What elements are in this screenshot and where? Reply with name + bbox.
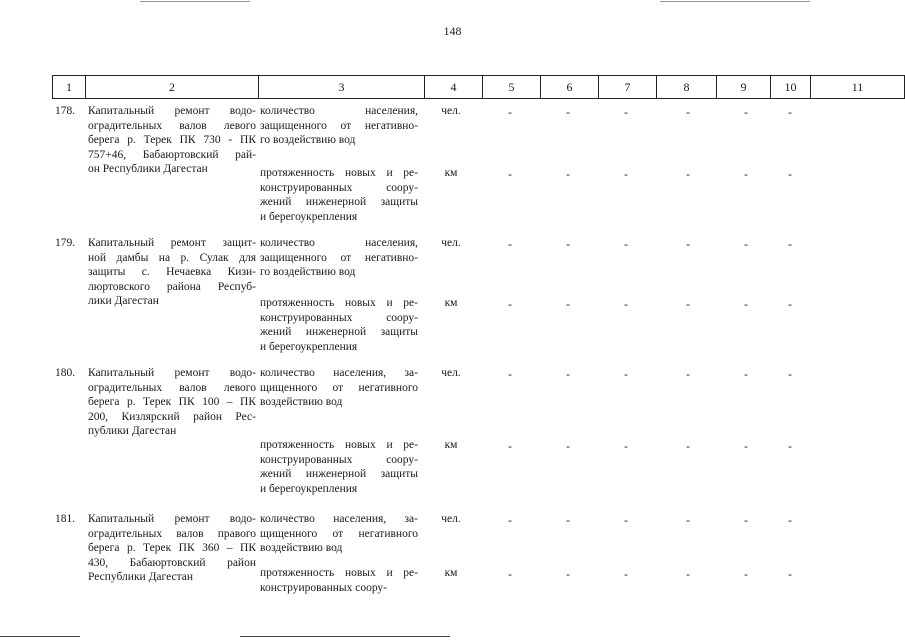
text-line: количество населения, <box>260 105 418 117</box>
indicator-length <box>260 166 418 224</box>
text-line: 757+46, Бабаюртовский рай- <box>88 148 256 161</box>
project-name <box>88 236 256 309</box>
value-dash: - <box>744 569 748 581</box>
text-line: жений инженерной защиты <box>260 326 418 338</box>
value-dash: - <box>686 441 690 453</box>
value-dash: - <box>508 441 512 453</box>
text-line: конструированных соору- <box>260 181 418 194</box>
text-line: щищенного от негативного <box>260 527 418 540</box>
header-col-8: 8 <box>657 75 717 99</box>
value-dash: - <box>508 107 512 119</box>
text-line: защищенного от негативно- <box>260 119 418 132</box>
header-col-4: 4 <box>425 75 483 99</box>
value-dash: - <box>508 515 512 527</box>
value-dash: - <box>744 169 748 181</box>
page-number: 148 <box>443 24 462 38</box>
unit-length: км <box>444 167 458 179</box>
value-dash: - <box>624 369 628 381</box>
value-dash: - <box>686 239 690 251</box>
text-line: Капитальный ремонт защит- <box>88 237 256 249</box>
value-dash: - <box>624 569 628 581</box>
value-dash: - <box>788 239 792 251</box>
value-dash: - <box>744 441 748 453</box>
project-name <box>88 366 256 439</box>
value-dash: - <box>566 441 570 453</box>
text-line: лики Дагестан <box>88 295 159 307</box>
value-dash: - <box>686 299 690 311</box>
project-name <box>88 512 256 585</box>
scan-edge-line-top <box>140 1 250 2</box>
value-dash: - <box>686 169 690 181</box>
value-dash: - <box>686 107 690 119</box>
text-line: протяженность новых и ре- <box>260 167 418 179</box>
indicator-length <box>260 438 418 496</box>
value-dash: - <box>788 441 792 453</box>
row-number: 180. <box>55 367 76 379</box>
text-line: количество населения, за- <box>260 513 418 525</box>
text-line: щищенного от негативного <box>260 381 418 394</box>
header-col-2: 2 <box>86 75 259 99</box>
header-col-10: 10 <box>771 75 811 99</box>
header-col-9: 9 <box>717 75 771 99</box>
text-line: и берегоукрепления <box>260 482 358 495</box>
value-dash: - <box>566 299 570 311</box>
text-line: 200, Кизлярский район Рес- <box>88 410 256 423</box>
unit-population: чел. <box>441 105 461 117</box>
scan-edge-line-top-right <box>660 1 810 2</box>
text-line: конструированных соору- <box>260 311 418 324</box>
text-line: и берегоукрепления <box>260 340 358 353</box>
unit-length: км <box>444 567 458 579</box>
text-line: защищенного от негативно- <box>260 251 418 264</box>
value-dash: - <box>566 569 570 581</box>
value-dash: - <box>508 569 512 581</box>
text-line: протяженность новых и ре- <box>260 439 418 451</box>
value-dash: - <box>744 299 748 311</box>
value-dash: - <box>788 515 792 527</box>
text-line: воздействию вод <box>260 396 343 408</box>
value-dash: - <box>624 107 628 119</box>
row-number: 178. <box>55 105 76 117</box>
text-line: оградительных валов правого <box>88 527 256 540</box>
value-dash: - <box>624 299 628 311</box>
value-dash: - <box>744 239 748 251</box>
project-name <box>88 104 256 177</box>
unit-population: чел. <box>441 237 461 249</box>
text-line: берега р. Терек ПК 100 – ПК <box>88 396 256 408</box>
value-dash: - <box>508 169 512 181</box>
header-col-6: 6 <box>541 75 599 99</box>
header-col-11: 11 <box>811 75 905 99</box>
value-dash: - <box>788 107 792 119</box>
row-number: 181. <box>55 513 76 525</box>
text-line: количество населения, за- <box>260 367 418 379</box>
value-dash: - <box>744 107 748 119</box>
value-dash: - <box>686 569 690 581</box>
value-dash: - <box>508 369 512 381</box>
row-number: 179. <box>55 237 76 249</box>
text-line: он Республики Дагестан <box>88 163 208 175</box>
scan-edge-line-bottom <box>240 636 450 637</box>
value-dash: - <box>624 441 628 453</box>
indicator-length <box>260 296 418 354</box>
indicator-length <box>260 566 418 595</box>
unit-population: чел. <box>441 513 461 525</box>
header-col-3: 3 <box>259 75 425 99</box>
header-col-1: 1 <box>52 75 86 99</box>
text-line: количество населения, <box>260 237 418 249</box>
value-dash: - <box>566 107 570 119</box>
text-line: воздействию вод <box>260 542 343 554</box>
indicator-population <box>260 236 418 280</box>
value-dash: - <box>624 515 628 527</box>
value-dash: - <box>508 299 512 311</box>
value-dash: - <box>566 515 570 527</box>
text-line: люртовского района Респуб- <box>88 280 256 293</box>
text-line: го воздействию вод <box>260 266 356 278</box>
text-line: жений инженерной защиты <box>260 196 418 208</box>
value-dash: - <box>788 569 792 581</box>
text-line: оградительных валов левого <box>88 119 256 132</box>
header-col-5: 5 <box>483 75 541 99</box>
text-line: жений инженерной защиты <box>260 468 418 480</box>
value-dash: - <box>788 169 792 181</box>
text-line: Капитальный ремонт водо- <box>88 367 256 379</box>
scan-edge-line-bottom-left <box>0 636 80 637</box>
text-line: го воздействию вод <box>260 134 356 146</box>
header-col-7: 7 <box>599 75 657 99</box>
text-line: Капитальный ремонт водо- <box>88 513 256 525</box>
value-dash: - <box>744 515 748 527</box>
text-line: берега р. Терек ПК 360 – ПК <box>88 542 256 554</box>
value-dash: - <box>686 369 690 381</box>
value-dash: - <box>566 369 570 381</box>
text-line: берега р. Терек ПК 730 - ПК <box>88 134 256 146</box>
text-line: протяженность новых и ре- <box>260 567 418 579</box>
indicator-population <box>260 104 418 148</box>
value-dash: - <box>508 239 512 251</box>
value-dash: - <box>566 169 570 181</box>
text-line: и берегоукрепления <box>260 210 358 223</box>
value-dash: - <box>624 169 628 181</box>
text-line: конструированных соору- <box>260 453 418 466</box>
text-line: ной дамбы на р. Сулак для <box>88 251 256 264</box>
text-line: 430, Бабаюртовский район <box>88 556 256 569</box>
value-dash: - <box>686 515 690 527</box>
value-dash: - <box>744 369 748 381</box>
unit-length: км <box>444 297 458 309</box>
unit-length: км <box>444 439 458 451</box>
text-line: Капитальный ремонт водо- <box>88 105 256 117</box>
text-line: Республики Дагестан <box>88 571 193 583</box>
indicator-population <box>260 366 418 410</box>
indicator-population <box>260 512 418 556</box>
unit-population: чел. <box>441 367 461 379</box>
text-line: протяженность новых и ре- <box>260 297 418 309</box>
value-dash: - <box>788 369 792 381</box>
value-dash: - <box>566 239 570 251</box>
value-dash: - <box>788 299 792 311</box>
value-dash: - <box>624 239 628 251</box>
text-line: оградительных валов левого <box>88 381 256 394</box>
text-line: конструированных соору- <box>260 581 388 594</box>
text-line: публики Дагестан <box>88 425 177 437</box>
text-line: защиты с. Нечаевка Кизи- <box>88 266 256 278</box>
